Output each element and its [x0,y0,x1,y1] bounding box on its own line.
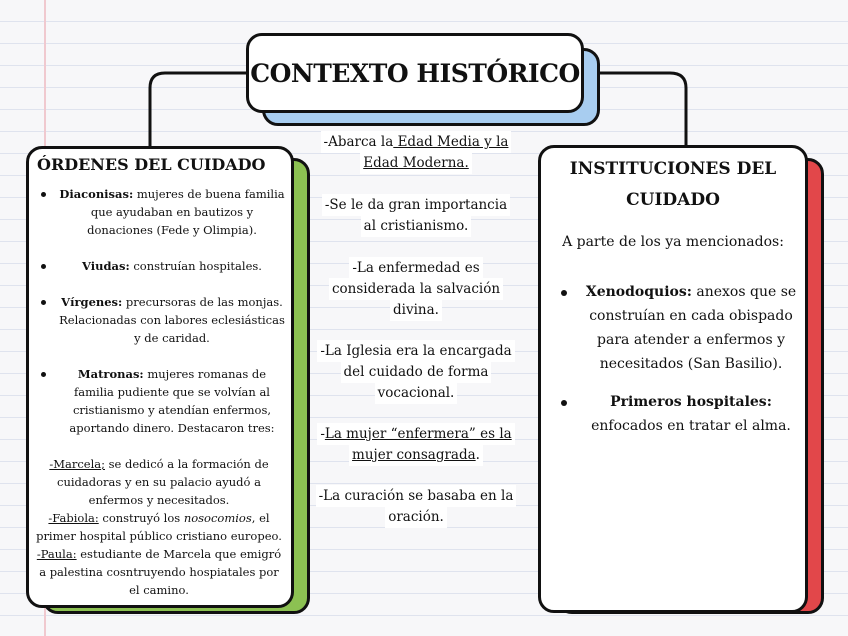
subitem-text: se dedicó a la formación de cuidadoras y en su palacio ayudó a enfermos y necesitados. [57,457,269,507]
subitem-fabiola [33,509,285,545]
connector-left [150,73,246,146]
subitem-text: , el primer hospital público cristiano europeo. [36,511,282,543]
subitem-name: -Marcela; [49,457,105,471]
bullet-icon [561,290,567,296]
list-item [551,390,801,438]
subitem-marcela [33,455,285,509]
subitem-term: nosocomios [183,511,252,525]
item-term: Primeros hospitales: [610,394,772,410]
subitem-text: estudiante de Marcela que emigró a palestina cosntruyendo hospiatales por el camino. [39,547,282,597]
bullet-icon [41,192,46,197]
bullet-icon [41,264,46,269]
item-text: mujeres romanas de familia pudiente que se volvían al cristianismo y atendían enfermos, aportando dinero. Destacaron tres: [69,367,275,435]
item-text: anexos que se construían en cada obispado para atender a enfermos y necesitados (San Basilio). [589,284,797,372]
middle-text: -Abarca la [323,134,394,150]
subitem-name: -Paula: [36,547,77,561]
middle-point-2 [318,195,514,237]
middle-text: -La enfermedad es considerada la salvación divina. [331,260,501,318]
list-item [551,280,801,376]
middle-text: -Se le da gran importancia al cristianismo. [324,197,508,234]
middle-text: -La Iglesia era la encargada del cuidado de forma vocacional. [320,343,512,401]
middle-point-1 [318,132,514,174]
item-term: Viudas: [82,259,130,273]
item-text: mujeres de buena familia que ayudaban en bautizos y donaciones (Fede y Olimpia). [87,187,285,237]
middle-point-3 [318,258,514,321]
item-term: Vírgenes: [61,295,123,309]
middle-text: . [475,447,480,463]
title-box [246,33,584,113]
right-card-title: INSTITUCIONES DEL CUIDADO [569,159,777,210]
right-card [538,145,808,613]
middle-point-4 [318,341,514,404]
bullet-icon [41,300,46,305]
middle-link: Edad Media y la Edad Moderna. [363,134,509,171]
list-item [33,365,285,437]
list-item [33,185,285,239]
list-item [33,257,285,275]
subitem-text: construyó los [98,511,184,525]
item-text: construían hospitales. [129,259,262,273]
left-card-list [33,185,285,599]
item-term: Diaconisas: [59,187,134,201]
left-card [26,146,294,608]
item-text: precursoras de las monjas. Relacionadas con labores eclesiásticas y de caridad. [59,295,285,345]
subitem-paula [33,545,285,599]
middle-point-6 [318,486,514,528]
subitem-name: -Fabiola: [48,511,99,525]
item-term: Matronas: [77,367,144,381]
left-card-title: ÓRDENES DEL CUIDADO [37,155,266,174]
item-term: Xenodoquios: [585,284,692,300]
bullet-icon [561,400,567,406]
bullet-icon [41,372,46,377]
item-text: enfocados en tratar el alma. [591,418,791,434]
middle-point-5 [318,424,514,466]
right-card-intro: A parte de los ya mencionados: [562,234,784,250]
page-title: CONTEXTO HISTÓRICO [250,58,580,88]
middle-text: -La curación se basaba en la oración. [318,488,514,525]
middle-link: La mujer “enfermera” es la mujer consagrada [324,426,512,463]
middle-text: - [320,426,325,442]
list-item [33,293,285,347]
